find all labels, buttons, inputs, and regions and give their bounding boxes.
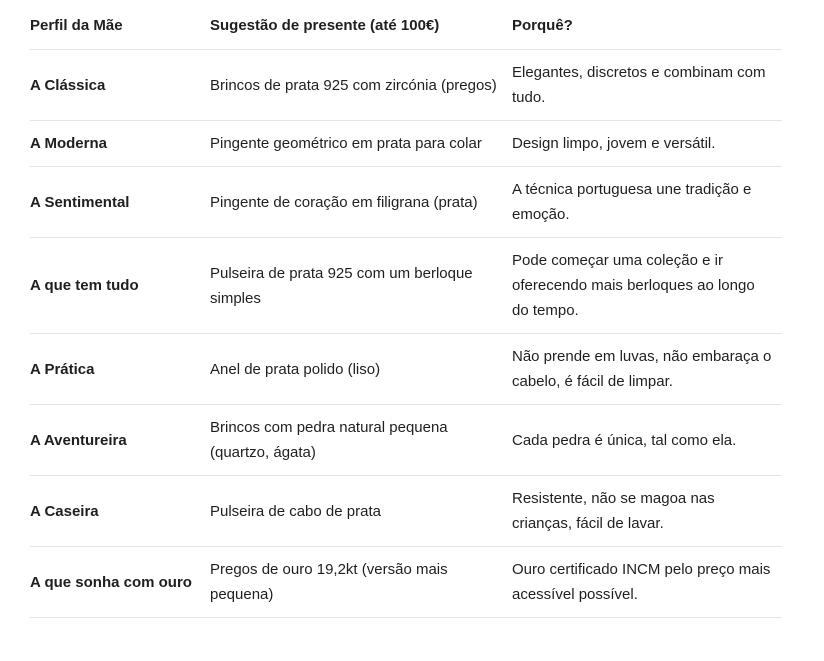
cell-gift: Pingente geométrico em prata para colar bbox=[210, 121, 512, 167]
header-row bbox=[30, 0, 782, 50]
table-row bbox=[30, 167, 782, 238]
table-row bbox=[30, 50, 782, 121]
table-body bbox=[30, 50, 782, 618]
cell-reason: Ouro certificado INCM pelo preço mais acessível possível. bbox=[512, 547, 782, 618]
cell-profile: A Prática bbox=[30, 334, 210, 405]
cell-reason: Não prende em luvas, não embaraça o cabelo, é fácil de limpar. bbox=[512, 334, 782, 405]
gift-suggestions-table-container bbox=[30, 0, 782, 618]
table-row bbox=[30, 476, 782, 547]
column-header-gift: Sugestão de presente (até 100€) bbox=[210, 0, 512, 50]
cell-profile: A que sonha com ouro bbox=[30, 547, 210, 618]
table-row bbox=[30, 547, 782, 618]
cell-profile: A Aventureira bbox=[30, 405, 210, 476]
cell-gift: Brincos com pedra natural pequena (quartzo, ágata) bbox=[210, 405, 512, 476]
cell-reason: Design limpo, jovem e versátil. bbox=[512, 121, 782, 167]
cell-gift: Pulseira de prata 925 com um berloque simples bbox=[210, 238, 512, 334]
table-row bbox=[30, 121, 782, 167]
cell-reason: Cada pedra é única, tal como ela. bbox=[512, 405, 782, 476]
cell-gift: Pingente de coração em filigrana (prata) bbox=[210, 167, 512, 238]
column-header-reason: Porquê? bbox=[512, 0, 782, 50]
cell-gift: Pregos de ouro 19,2kt (versão mais pequena) bbox=[210, 547, 512, 618]
cell-profile: A Sentimental bbox=[30, 167, 210, 238]
column-header-profile: Perfil da Mãe bbox=[30, 0, 210, 50]
cell-profile: A Moderna bbox=[30, 121, 210, 167]
table-row bbox=[30, 334, 782, 405]
table-row bbox=[30, 405, 782, 476]
cell-profile: A que tem tudo bbox=[30, 238, 210, 334]
table-header bbox=[30, 0, 782, 50]
table-row bbox=[30, 238, 782, 334]
gift-suggestions-table bbox=[30, 0, 782, 618]
cell-gift: Anel de prata polido (liso) bbox=[210, 334, 512, 405]
cell-reason: Elegantes, discretos e combinam com tudo. bbox=[512, 50, 782, 121]
cell-gift: Pulseira de cabo de prata bbox=[210, 476, 512, 547]
cell-profile: A Caseira bbox=[30, 476, 210, 547]
cell-reason: A técnica portuguesa une tradição e emoção. bbox=[512, 167, 782, 238]
cell-gift: Brincos de prata 925 com zircónia (pregos) bbox=[210, 50, 512, 121]
cell-reason: Pode começar uma coleção e ir oferecendo mais berloques ao longo do tempo. bbox=[512, 238, 782, 334]
cell-reason: Resistente, não se magoa nas crianças, fácil de lavar. bbox=[512, 476, 782, 547]
cell-profile: A Clássica bbox=[30, 50, 210, 121]
